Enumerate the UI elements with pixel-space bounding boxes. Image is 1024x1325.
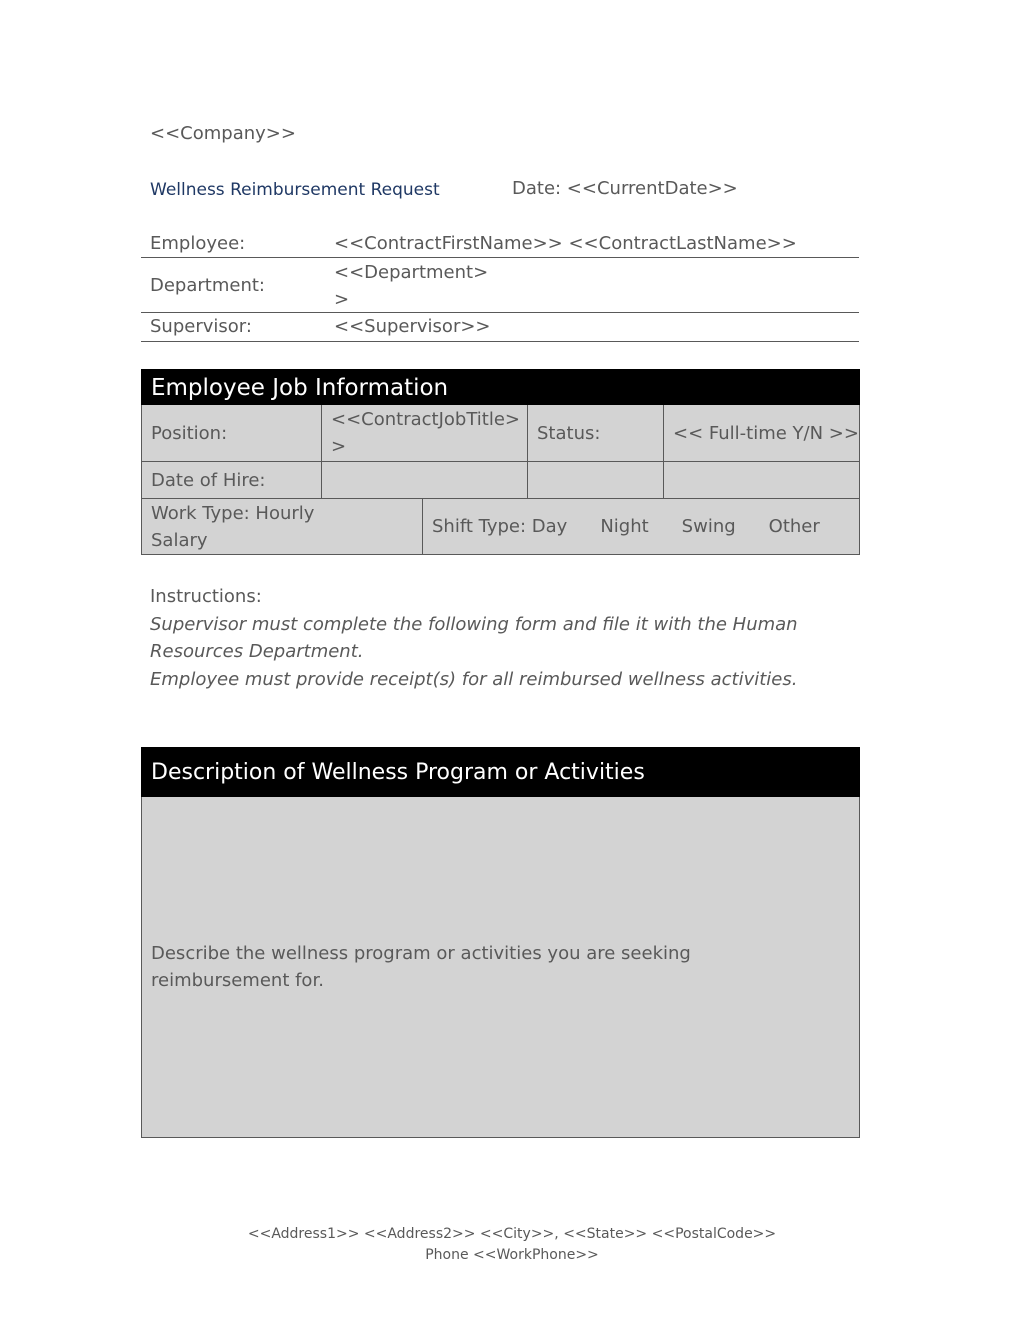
instructions-label: Instructions: [150, 586, 262, 607]
shift-option-swing[interactable]: Swing [681, 516, 736, 537]
description-heading: Description of Wellness Program or Activities [141, 747, 860, 797]
position-value-line1: <<ContractJobTitle> [331, 409, 520, 430]
work-type-cell[interactable] [142, 499, 423, 554]
company-name: <<Company>> [150, 123, 296, 144]
shift-type-label: Shift Type: Day [432, 516, 568, 537]
position-value-line2: > [331, 436, 347, 457]
status-value[interactable]: << Full-time Y/N >> [673, 422, 859, 444]
footer [0, 1224, 1024, 1266]
department-value-line2: > [334, 289, 350, 310]
hire-empty-cell-2[interactable] [664, 462, 859, 498]
hire-empty-cell-1[interactable] [528, 462, 664, 498]
job-info-heading: Employee Job Information [141, 369, 860, 405]
position-label: Position: [142, 405, 322, 461]
footer-address: <<Address1>> <<Address2>> <<City>>, <<State>> <<PostalCode>> [247, 1226, 777, 1242]
description-section [141, 747, 860, 1138]
instructions-line-2: Resources Department. [150, 641, 364, 662]
position-value[interactable] [322, 405, 528, 461]
department-value[interactable] [334, 258, 859, 312]
position-row [142, 405, 859, 461]
department-label: Department: [150, 274, 265, 296]
job-info-grid [141, 405, 860, 555]
job-info-table [141, 369, 860, 555]
current-date: Date: <<CurrentDate>> [512, 178, 738, 199]
work-type-line2: Salary [151, 529, 208, 551]
instructions-line-3: Employee must provide receipt(s) for all reimbursed wellness activities. [150, 668, 798, 690]
employee-label: Employee: [150, 233, 246, 254]
shift-type-cell[interactable] [423, 499, 859, 554]
footer-phone: Phone <<WorkPhone>> [425, 1247, 599, 1263]
description-placeholder: Describe the wellness program or activities you are seeking reimbursement for. [151, 942, 691, 991]
hire-value[interactable] [322, 462, 528, 498]
form-title: Wellness Reimbursement Request [150, 180, 440, 200]
supervisor-row [141, 313, 859, 342]
employee-value[interactable]: <<ContractFirstName>> <<ContractLastName>> [334, 233, 797, 254]
instructions-section [150, 583, 850, 693]
hire-label: Date of Hire: [142, 462, 322, 498]
work-type-row [142, 498, 859, 554]
employee-row [141, 230, 859, 258]
hire-row [142, 461, 859, 498]
description-input-area[interactable] [141, 797, 860, 1138]
employee-info-section [141, 230, 859, 342]
work-type-line1: Work Type: Hourly [151, 502, 315, 524]
status-label: Status: [528, 405, 664, 461]
supervisor-label: Supervisor: [150, 316, 252, 337]
shift-option-night[interactable]: Night [600, 516, 649, 537]
shift-option-other[interactable]: Other [768, 516, 820, 537]
supervisor-value[interactable]: <<Supervisor>> [334, 316, 491, 337]
department-row [141, 258, 859, 313]
instructions-line-1: Supervisor must complete the following form and file it with the Human [150, 613, 798, 635]
department-value-line1: <<Department> [334, 262, 489, 283]
